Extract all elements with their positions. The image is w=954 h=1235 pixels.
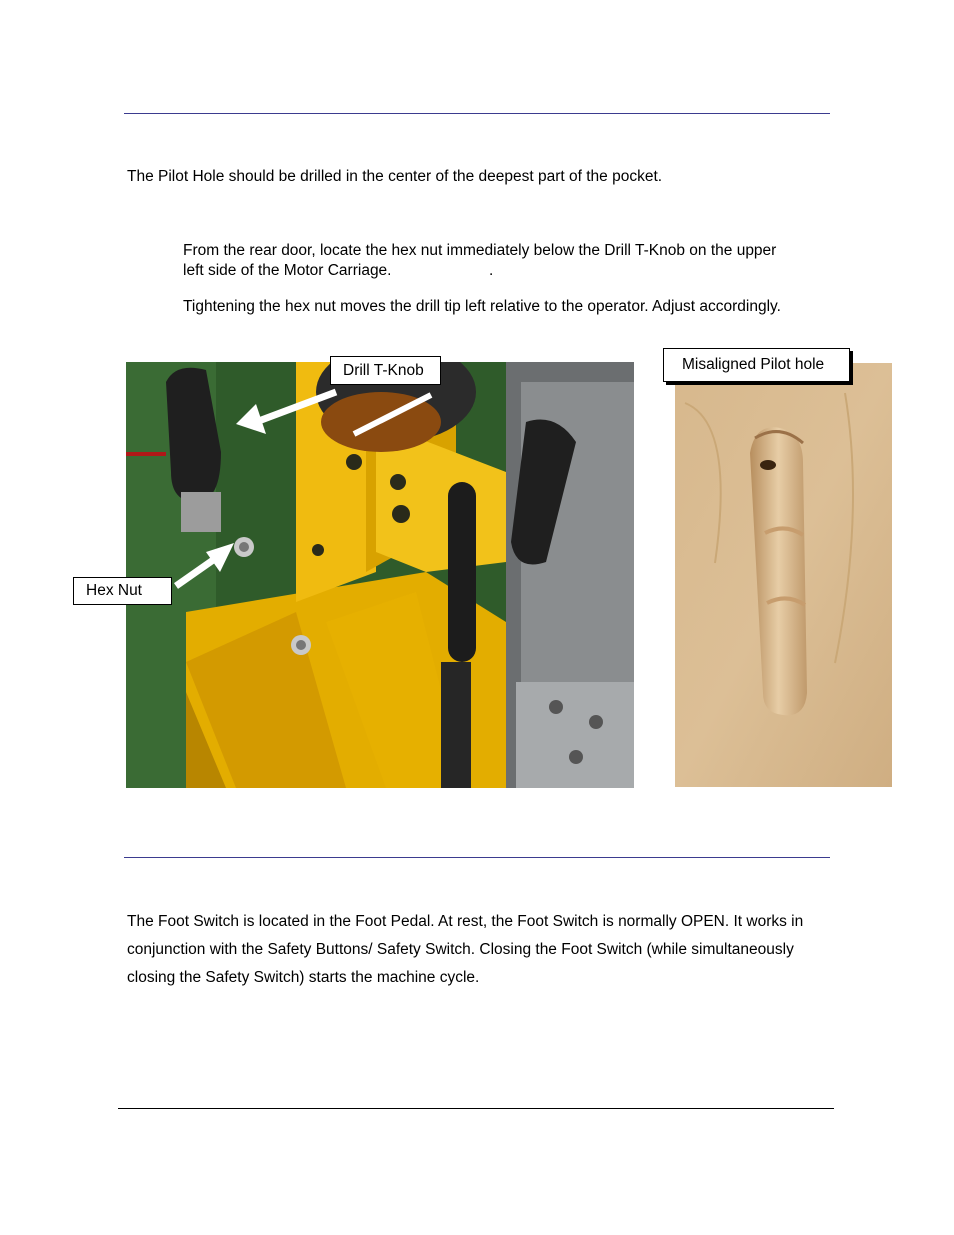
middle-divider [124,857,830,858]
drill-t-knob-label-text: Drill T-Knob [343,361,424,379]
hex-nut-label-text: Hex Nut [86,582,142,599]
foot-switch-paragraph: The Foot Switch is located in the Foot Pedal. At rest, the Foot Switch is normally OPEN. It works in conjunction with the Safety Buttons/ Safety Switch. Closing the Foot Switch (while simultaneously closing the Safety Switch) starts the machine cycle. [127,913,804,986]
motor-carriage-illustration [126,362,634,788]
wood-pocket-illustration [675,363,892,787]
pilot-hole-photo [675,363,892,787]
step1-line2: left side of the Motor Carriage. [183,262,392,279]
footer-divider [118,1108,834,1109]
misaligned-pilot-hole-label-text: Misaligned Pilot hole [682,356,825,373]
misaligned-pilot-hole-label [663,348,850,382]
step1-tail: . [489,262,494,279]
top-divider [124,113,830,114]
hex-nut-label [73,577,172,605]
step1-line1: From the rear door, locate the hex nut immediately below the Drill T-Knob on the upper [183,242,777,259]
step2-text: Tightening the hex nut moves the drill tip left relative to the operator. Adjust accordingly. [183,298,781,315]
intro-text: The Pilot Hole should be drilled in the center of the deepest part of the pocket. [127,168,663,185]
motor-carriage-photo [126,362,634,788]
drill-t-knob-label [330,356,441,385]
